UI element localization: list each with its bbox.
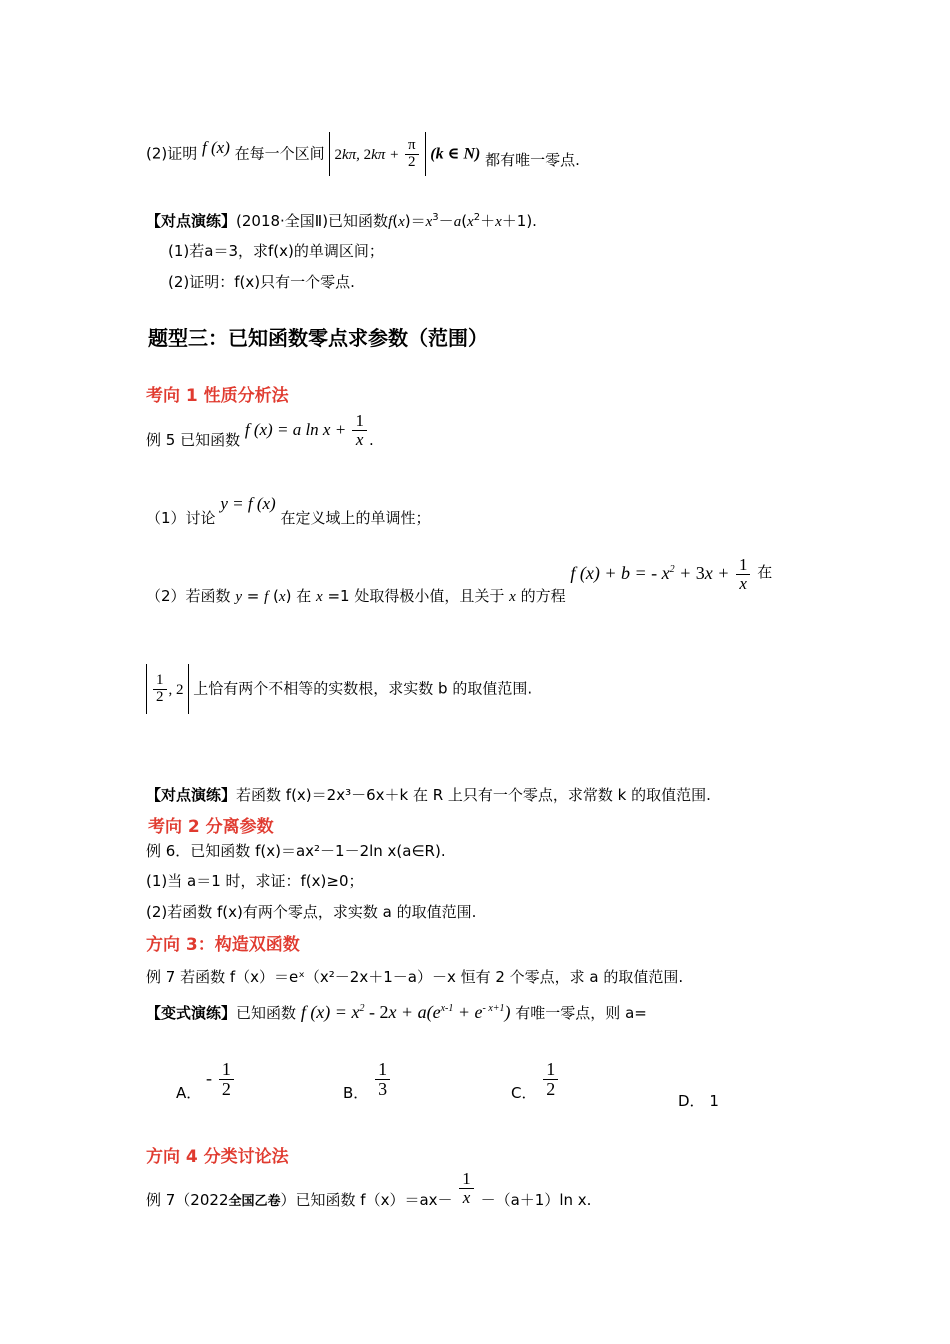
ex6-q2: (2)若函数 f(x)有两个零点，求实数 a 的取值范围. [146, 903, 477, 921]
half-two-interval: $\frac{1}{2}$ , 2 [146, 664, 189, 714]
ex7b-prefix: 例 7（2022 [146, 1190, 229, 1209]
fx-expr: f (x) [202, 137, 230, 157]
ex5-formula: f (x) = a ln x + [244, 419, 351, 439]
k1-q1-prefix: （1）讨论 [146, 509, 216, 527]
k1-eq-frac: $\frac{1}{x}$ [736, 556, 751, 593]
variant-text: 已知函数 [236, 1004, 297, 1022]
k1-heading: 考向 1 性质分析法 [146, 386, 289, 406]
option-a[interactable]: A． - $\frac{1}{2}$ [176, 1060, 236, 1099]
k3-heading: 方向 3：构造双函数 [146, 935, 300, 955]
ex5-line: 例 5 已知函数 f (x) = a ln x + $\frac{1}{x}$ . [146, 411, 374, 449]
ex7-line: 例 7 若函数 f（x）＝eˣ（x²－2x＋1－a）－x 恒有 2 个零点，求 a 的取值范围. [146, 968, 684, 986]
k1-q2-prefix: （2）若函数 [146, 586, 231, 605]
variant-line [146, 1002, 647, 1024]
option-b-label: B． [343, 1083, 369, 1102]
drill2-text: 若函数 f(x)＝2x³－6x＋k 在 R 上只有一个零点，求常数 k 的取值范围. [236, 786, 711, 804]
variant-tail: 有唯一零点，则 a= [515, 1004, 647, 1022]
option-d-label: D． 1 [678, 1092, 719, 1110]
k1-q2-end: 在 [757, 562, 773, 581]
proof-line [146, 132, 580, 176]
k1-q2-tail: 上恰有两个不相等的实数根，求实数 b 的取值范围. [193, 679, 533, 698]
ex5-frac: $\frac{1}{x}$ [352, 412, 367, 449]
k4-heading: 方向 4 分类讨论法 [146, 1147, 289, 1167]
proof-suffix: 都有唯一零点. [485, 150, 580, 169]
variant-label: 【变式演练】 [146, 1004, 237, 1022]
k1-q1 [146, 494, 431, 527]
drill1-source: (2018·全国Ⅱ) [236, 212, 329, 230]
option-d[interactable] [678, 1060, 719, 1110]
ex7b-line [146, 1170, 591, 1207]
drill1-formula: f [388, 214, 393, 230]
ex6-line: 例 6．已知函数 f(x)＝ax²－1－2ln x(a∈R). [146, 842, 446, 860]
k1-q2-mid3: 的方程 [520, 586, 566, 605]
ex7b-tail: －（a＋1）ln x. [480, 1190, 592, 1209]
k2-heading: 考向 2 分离参数 [148, 817, 274, 837]
ex6-q1: (1)当 a＝1 时，求证：f(x)≥0； [146, 872, 364, 890]
variant-formula: f $(x) = x^2 - 2x + a(e^{x-1} + e^{- x+1})$ [300, 1002, 511, 1022]
interval-bracket: 2kπ, 2kπ + $\frac{\pi}{2}$ [329, 132, 425, 176]
proof-mid: 在每一个区间 [234, 144, 325, 163]
ex7b-text: ）已知函数 f（x）＝ax－ [280, 1190, 453, 1209]
section3-title: 题型三：已知函数零点求参数（范围） [148, 326, 488, 350]
option-a-label: A． [176, 1083, 202, 1102]
k1-q1-suffix: 在定义域上的单调性； [280, 509, 431, 527]
drill1-text: 已知函数 [328, 212, 389, 230]
proof-prefix: (2)证明 [146, 144, 198, 163]
y-eq-fx: y = f (x) [220, 494, 276, 513]
option-c[interactable]: C． $\frac{1}{2}$ [511, 1060, 560, 1099]
k1-interval-line [146, 664, 532, 714]
k1-equation: f (x) + b = - $x^2 + 3x$ + [570, 562, 734, 583]
option-b[interactable]: B． $\frac{1}{3}$ [343, 1060, 392, 1099]
drill2-line [146, 786, 711, 804]
k1-q2-mid2: 处取得极小值，且关于 [354, 586, 505, 605]
drill1-q1: (1)若a＝3，求f(x)的单调区间； [168, 242, 384, 260]
k1-q2-mid1: 在 [296, 586, 312, 605]
ex5-label: 例 5 已知函数 [146, 430, 241, 449]
k-in-n: (k ∈ N) [430, 145, 481, 163]
k1-q2: （2）若函数 y = f (x) 在 x =1 处取得极小值，且关于 x 的方程 f (x) + b = - $x^2 + 3x$ + $\frac{1}{x}$ 在 [146, 555, 773, 605]
drill2-label: 【对点演练】 [146, 786, 237, 804]
ex7b-frac: $\frac{1}{x}$ [459, 1170, 474, 1207]
drill1-label: 【对点演练】 [146, 212, 237, 230]
ex7b-source: 全国乙卷 [228, 1193, 281, 1209]
option-c-label: C． [511, 1083, 537, 1102]
drill1-q2: (2)证明：f(x)只有一个零点. [168, 273, 355, 291]
drill1-line: 【对点演练】(2018·全国Ⅱ)已知函数$f(x)=x^3-a(x^2+x+1)$. [146, 212, 537, 230]
